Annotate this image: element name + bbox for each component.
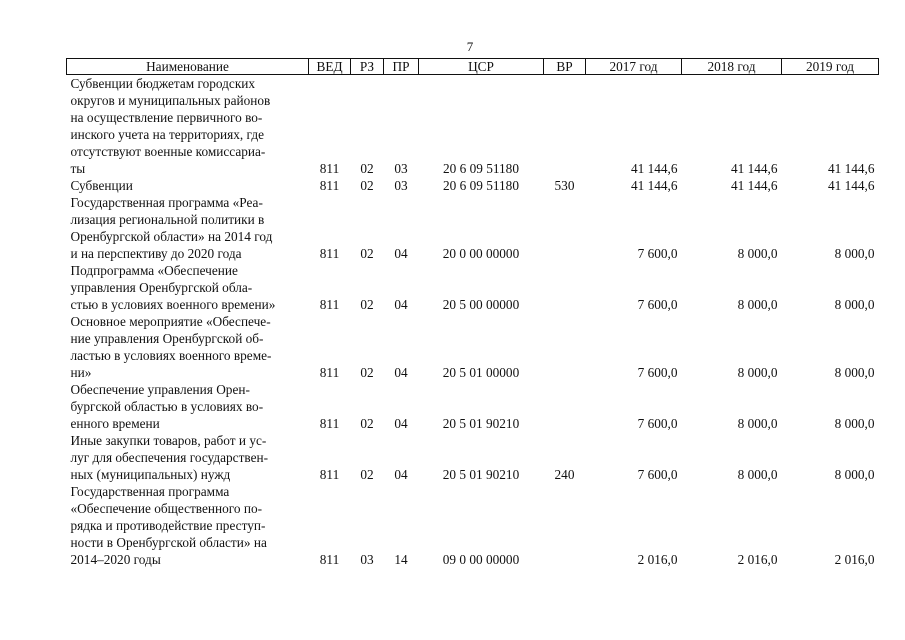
name-line: бургской областью в условиях во- xyxy=(70,399,264,414)
cell-2018: 8 000,0 xyxy=(737,467,778,482)
cell-csr: 20 6 09 51180 xyxy=(443,178,519,193)
name-line: Иные закупки товаров, работ и ус- xyxy=(70,433,267,448)
cell-csr: 20 5 00 00000 xyxy=(442,297,520,312)
name-line: на осуществление первичного во- xyxy=(70,110,263,125)
cell-name xyxy=(67,381,309,432)
name-line: Оренбургской области» на 2014 год xyxy=(70,229,273,244)
cell-name xyxy=(67,177,309,194)
cell-2019: 8 000,0 xyxy=(834,297,875,312)
cell-pr: 04 xyxy=(394,416,408,431)
column-header-pr: ПР xyxy=(384,59,419,75)
cell-2018: 41 144,6 xyxy=(730,178,778,193)
name-line: управления Оренбургской обла- xyxy=(70,280,253,295)
cell-2018: 41 144,6 xyxy=(730,161,778,176)
cell-2019: 8 000,0 xyxy=(834,365,875,380)
cell-ved: 811 xyxy=(319,365,340,380)
cell-ved: 811 xyxy=(319,297,340,312)
name-line: ты xyxy=(70,161,86,176)
column-header-rz: РЗ xyxy=(351,59,384,75)
cell-2018: 8 000,0 xyxy=(737,297,778,312)
cell-name xyxy=(67,313,309,381)
cell-rz: 02 xyxy=(360,365,374,380)
name-line: «Обеспечение общественного по- xyxy=(70,501,263,516)
cell-ved: 811 xyxy=(319,416,340,431)
name-line: Основное мероприятие «Обеспече- xyxy=(70,314,271,329)
cell-rz: 02 xyxy=(360,246,374,261)
column-header-ved: ВЕД xyxy=(309,59,351,75)
cell-vr xyxy=(544,194,586,262)
table-row xyxy=(67,483,879,568)
cell-rz: 02 xyxy=(360,178,374,193)
cell-2019: 41 144,6 xyxy=(827,178,875,193)
cell-ved: 811 xyxy=(319,246,340,261)
name-line: Обеспечение управления Орен- xyxy=(70,382,250,397)
name-line: стью в условиях военного времени» xyxy=(70,297,276,312)
table-header-row xyxy=(67,59,879,75)
cell-2019: 8 000,0 xyxy=(834,246,875,261)
name-line: рядка и противодействие преступ- xyxy=(70,518,266,533)
table-row xyxy=(67,432,879,483)
table-row xyxy=(67,262,879,313)
table-row xyxy=(67,194,879,262)
column-header-vr: ВР xyxy=(544,59,586,75)
cell-ved: 811 xyxy=(319,178,340,193)
table-row xyxy=(67,177,879,194)
budget-table xyxy=(66,58,879,568)
cell-rz: 03 xyxy=(360,552,374,567)
cell-vr xyxy=(544,75,586,178)
cell-ved: 811 xyxy=(319,161,340,176)
cell-2019: 2 016,0 xyxy=(834,552,875,567)
cell-rz: 02 xyxy=(360,297,374,312)
cell-pr: 14 xyxy=(394,552,408,567)
name-line: Субвенции бюджетам городских xyxy=(70,76,256,91)
column-header-2019: 2019 год xyxy=(782,59,879,75)
cell-csr: 09 0 00 00000 xyxy=(442,552,520,567)
name-line: ни» xyxy=(70,365,92,380)
cell-2019: 8 000,0 xyxy=(834,416,875,431)
cell-2017: 41 144,6 xyxy=(630,161,678,176)
cell-vr xyxy=(544,483,586,568)
name-line: енного времени xyxy=(70,416,160,431)
name-line: Государственная программа «Реа- xyxy=(70,195,263,210)
cell-2019: 41 144,6 xyxy=(827,161,875,176)
cell-2017: 7 600,0 xyxy=(637,416,678,431)
cell-csr: 20 5 01 90210 xyxy=(442,416,520,431)
table-row xyxy=(67,381,879,432)
table-body xyxy=(67,75,879,569)
column-header-2018: 2018 год xyxy=(682,59,782,75)
cell-2017: 41 144,6 xyxy=(630,178,678,193)
cell-2018: 8 000,0 xyxy=(737,246,778,261)
cell-2018: 2 016,0 xyxy=(737,552,778,567)
name-line: ние управления Оренбургской об- xyxy=(70,331,264,346)
page-number: 7 xyxy=(466,39,474,54)
cell-csr: 20 0 00 00000 xyxy=(442,246,520,261)
cell-pr: 04 xyxy=(394,246,408,261)
name-line: ности в Оренбургской области» на xyxy=(70,535,267,550)
table-row xyxy=(67,75,879,178)
cell-2019: 8 000,0 xyxy=(834,467,875,482)
column-header-2017: 2017 год xyxy=(586,59,682,75)
cell-2017: 7 600,0 xyxy=(637,467,678,482)
name-line: и на перспективу до 2020 года xyxy=(70,246,242,261)
cell-2017: 7 600,0 xyxy=(637,365,678,380)
cell-pr: 04 xyxy=(394,365,408,380)
name-line: Подпрограмма «Обеспечение xyxy=(70,263,238,278)
name-line: ластью в условиях военного време- xyxy=(70,348,272,363)
name-line: лизация региональной политики в xyxy=(70,212,265,227)
cell-csr: 20 6 09 51180 xyxy=(443,161,519,176)
cell-rz: 02 xyxy=(360,467,374,482)
name-line: отсутствуют военные комиссариа- xyxy=(70,144,266,159)
column-header-csr: ЦСР xyxy=(419,59,544,75)
cell-name xyxy=(67,432,309,483)
cell-name xyxy=(67,194,309,262)
cell-name xyxy=(67,483,309,568)
name-line: луг для обеспечения государствен- xyxy=(70,450,269,465)
cell-csr: 20 5 01 90210 xyxy=(442,467,520,482)
cell-name xyxy=(67,262,309,313)
cell-vr xyxy=(544,313,586,381)
cell-pr: 04 xyxy=(394,467,408,482)
cell-2018: 8 000,0 xyxy=(737,416,778,431)
name-line: Субвенции xyxy=(70,178,133,193)
cell-pr: 04 xyxy=(394,297,408,312)
cell-vr xyxy=(544,381,586,432)
column-header-name: Наименование xyxy=(67,59,309,75)
cell-vr: 530 xyxy=(554,178,575,193)
name-line: округов и муниципальных районов xyxy=(70,93,271,108)
cell-vr xyxy=(544,262,586,313)
cell-2018: 8 000,0 xyxy=(737,365,778,380)
cell-ved: 811 xyxy=(319,467,340,482)
cell-2017: 7 600,0 xyxy=(637,297,678,312)
name-line: инского учета на территориях, где xyxy=(70,127,264,142)
cell-pr: 03 xyxy=(394,178,408,193)
cell-ved: 811 xyxy=(319,552,340,567)
table-row xyxy=(67,313,879,381)
cell-2017: 2 016,0 xyxy=(637,552,678,567)
cell-rz: 02 xyxy=(360,161,374,176)
cell-pr: 03 xyxy=(394,161,408,176)
name-line: 2014–2020 годы xyxy=(70,552,161,567)
cell-rz: 02 xyxy=(360,416,374,431)
cell-vr: 240 xyxy=(554,467,575,482)
name-line: ных (муниципальных) нужд xyxy=(70,467,231,482)
name-line: Государственная программа xyxy=(70,484,230,499)
cell-csr: 20 5 01 00000 xyxy=(442,365,520,380)
cell-name xyxy=(67,75,309,178)
cell-2017: 7 600,0 xyxy=(637,246,678,261)
